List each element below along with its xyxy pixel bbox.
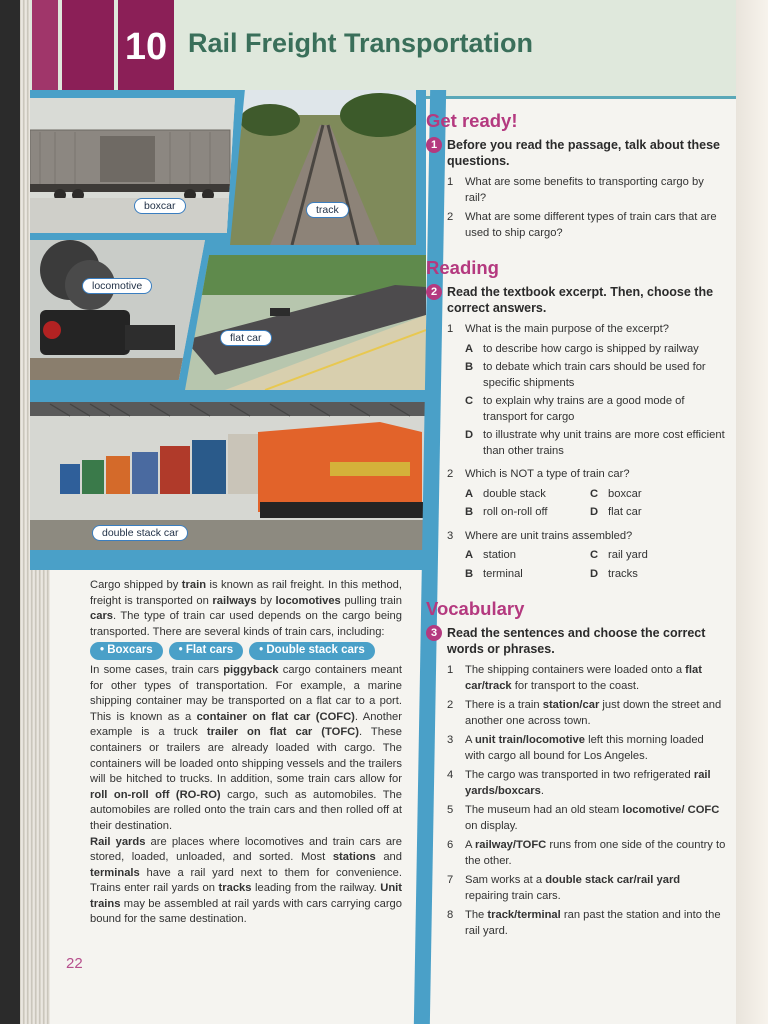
pill-double-stack-cars: • Double stack cars (249, 642, 375, 660)
word-choice[interactable]: rail yards/boxcars (465, 769, 711, 797)
task-2 (426, 285, 726, 316)
locomotive-photo (30, 240, 205, 380)
answer-option[interactable]: A double stack (465, 487, 546, 500)
vocabulary-title: Vocabulary (426, 598, 525, 619)
word-choice[interactable]: flat car/track (465, 664, 702, 692)
passage-text: A (465, 734, 475, 746)
vocabulary-sentence (447, 838, 726, 869)
key-term: locomotives (275, 594, 341, 607)
key-term: train (181, 579, 207, 591)
sentence-text (465, 838, 726, 869)
key-term: roll on-roll off (RO-RO) (90, 788, 221, 801)
question: 2 Which is NOT a type of train car? (447, 468, 630, 480)
locomotive-label: locomotive (82, 278, 152, 294)
answer-option[interactable]: D to illustrate why unit trains are more cost efficient than other trains (465, 429, 725, 457)
passage-text: by (256, 594, 276, 607)
flat-car-photo (185, 255, 426, 390)
item-number: 4 (447, 769, 454, 781)
flat-car-illustration (185, 255, 426, 390)
double-stack-illustration (30, 402, 426, 550)
passage-text: is known as rail freight. In this method, freight is transported on (90, 579, 402, 607)
passage-text: runs from one side of the country to the other. (465, 839, 726, 867)
train-car-types (90, 642, 402, 660)
key-term: terminals (90, 866, 140, 879)
passage-text: The shipping containers were loaded onto a (465, 664, 686, 676)
boxcar-label: boxcar (134, 198, 186, 214)
word-choice[interactable]: track/terminal (487, 909, 561, 921)
textbook-page (20, 0, 736, 1024)
item-number: 3 (447, 734, 454, 746)
passage-text: A (465, 839, 475, 851)
answer-option[interactable]: C rail yard (590, 549, 648, 561)
passage-text: There is a train (465, 699, 543, 711)
item-number: 2 (447, 699, 454, 711)
question: 3 Where are unit trains assembled? (447, 529, 633, 542)
key-term: railways (212, 594, 257, 607)
boxcar-illustration (30, 98, 235, 233)
vocabulary-items (426, 663, 726, 939)
passage-text: cargo, such as automobiles. The automobiles are rolled onto the train cars and then rolled off at their destination. (90, 788, 402, 832)
vocabulary-sentence (447, 663, 726, 694)
passage-text: The (465, 909, 488, 921)
passage-text: In some cases, train cars (90, 663, 224, 676)
passage-text: are places where locomotives and train cars are stored, loaded, unloaded, and sorted. Most (90, 835, 402, 864)
track-illustration (230, 90, 416, 245)
vocabulary-sentence (447, 908, 726, 939)
answer-option[interactable]: C boxcar (590, 487, 642, 500)
word-choice[interactable]: locomotive/ COFC (622, 804, 720, 816)
unit-number: 10 (124, 26, 168, 68)
passage-text: may be assembled at rail yards with cars carrying cargo bound for the same destination. (90, 897, 402, 926)
item-number: 1 (447, 664, 454, 676)
vocabulary-sentence (447, 768, 726, 799)
track-label: track (306, 202, 349, 218)
next-page-edge (736, 0, 768, 1024)
answer-option[interactable]: A station (465, 549, 516, 561)
key-term: container on flat car (COFC) (196, 710, 355, 723)
locomotive-illustration (30, 240, 205, 380)
question: 1 What are some benefits to transporting cargo by rail? (447, 176, 704, 204)
passage-text: for transport to the coast. (511, 679, 640, 692)
passage-text: Sam works at a (465, 874, 546, 886)
task-instruction: Read the textbook excerpt. Then, choose the correct answers. (447, 285, 714, 315)
get-ready-title: Get ready! (426, 110, 518, 131)
passage-text: The museum had an old steam (465, 804, 623, 816)
passage-paragraph-1 (90, 578, 402, 640)
passage-text: . The type of train car used depends on the cargo being transported. There are several kinds of train cars, including: (90, 610, 402, 638)
key-term: Unit trains (90, 882, 402, 910)
flat-car-label: flat car (220, 330, 272, 346)
word-choice[interactable]: station/car (542, 699, 600, 711)
task-instruction: Read the sentences and choose the correct words or phrases. (447, 626, 706, 656)
passage-text: Cargo shipped by (90, 579, 182, 591)
question: 2 What are some different types of train cars that are used to ship cargo? (447, 211, 717, 239)
sentence-text (465, 698, 726, 729)
tab-stripe (32, 0, 58, 102)
vocabulary-sentence (447, 873, 726, 904)
key-term: Rail yards (90, 835, 146, 848)
page-number: 22 (66, 955, 83, 972)
answer-option[interactable]: D flat car (590, 506, 642, 518)
reading-passage (90, 578, 402, 928)
sentence-text (465, 873, 726, 904)
passage-paragraph-3 (90, 835, 402, 929)
passage-text: just down the street and another one across town. (465, 699, 722, 727)
passage-text: . These containers or trailers are already loaded with cargo. The containers will be loaded onto shipping vessels and the trailers will be hitched to trucks. In addition, some train cars allow for (90, 726, 402, 786)
passage-text: pulling train (340, 594, 402, 607)
passage-text: repairing train cars. (465, 889, 561, 902)
item-number: 5 (447, 804, 454, 816)
item-number: 7 (447, 874, 454, 886)
item-number: 8 (447, 909, 454, 921)
double-stack-photo (30, 402, 426, 550)
vocabulary-sentence (447, 803, 726, 834)
task-3 (426, 626, 726, 657)
vocabulary-sentence (447, 733, 726, 764)
task-instruction: Before you read the passage, talk about these questions. (447, 138, 720, 168)
item-number: 6 (447, 839, 454, 851)
passage-text: cargo containers meant for other types of transportation. For example, a marine shipping container may be transported on a flat car to a port. This is known as a (90, 663, 402, 723)
answer-option[interactable]: C to explain why trains are a good mode of transport for cargo (465, 395, 685, 423)
task-number-badge: 2 (426, 284, 442, 300)
sentence-text (465, 803, 726, 834)
task-number-badge: 1 (426, 137, 442, 153)
passage-text: . (540, 784, 544, 797)
reading-title: Reading (426, 257, 499, 278)
tab-stripe (62, 0, 114, 102)
question: 1 What is the main purpose of the excerpt? (447, 323, 669, 335)
passage-text: and (375, 851, 402, 864)
track-photo (230, 90, 416, 245)
pill-flat-cars: • Flat cars (169, 642, 244, 660)
key-term: piggyback (223, 663, 279, 676)
answer-option[interactable]: B roll on-roll off (465, 506, 548, 518)
key-term: trailer on flat car (TOFC) (206, 726, 359, 739)
task-1 (426, 138, 726, 169)
passage-text: on display. (465, 819, 518, 832)
answer-option[interactable]: D tracks (590, 567, 638, 580)
passage-text: . Another example is a truck (90, 710, 402, 739)
key-term: tracks (218, 882, 252, 895)
vocabulary-sentence (447, 698, 726, 729)
exercises-column (426, 110, 726, 943)
passage-text: leading from the railway. (251, 882, 381, 895)
answer-option[interactable]: B to debate which train cars should be used for specific shipments (465, 361, 706, 389)
boxcar-photo (30, 98, 235, 233)
word-choice[interactable]: railway/TOFC (474, 839, 547, 851)
sentence-text (465, 908, 726, 939)
sentence-text (465, 733, 726, 764)
passage-text: The cargo was transported in two refrigerated (465, 769, 694, 781)
passage-text: left this morning loaded with cargo all bound for Los Angeles. (465, 734, 704, 762)
answer-option[interactable]: B terminal (465, 567, 523, 580)
answer-options-grid (465, 487, 726, 521)
passage-text: have a rail yard next to them for convenience. Trains enter rail yards on (90, 866, 402, 895)
answer-options-grid (465, 548, 726, 582)
answer-option[interactable]: A to describe how cargo is shipped by railway (465, 342, 699, 355)
task-number-badge: 3 (426, 625, 442, 641)
key-term: stations (332, 851, 376, 864)
word-choice[interactable]: unit train/locomotive (474, 734, 585, 746)
sentence-text (465, 663, 726, 694)
photo-collage (30, 90, 426, 570)
passage-text: ran past the station and into the rail yard. (465, 909, 721, 937)
key-term: cars (90, 610, 114, 623)
sentence-text (465, 768, 726, 799)
word-choice[interactable]: double stack car/rail yard (545, 874, 681, 886)
pill-boxcars: • Boxcars (90, 642, 163, 660)
double-stack-car-label: double stack car (92, 525, 188, 541)
unit-title: Rail Freight Transportation (188, 28, 534, 58)
passage-paragraph-2 (90, 663, 402, 835)
